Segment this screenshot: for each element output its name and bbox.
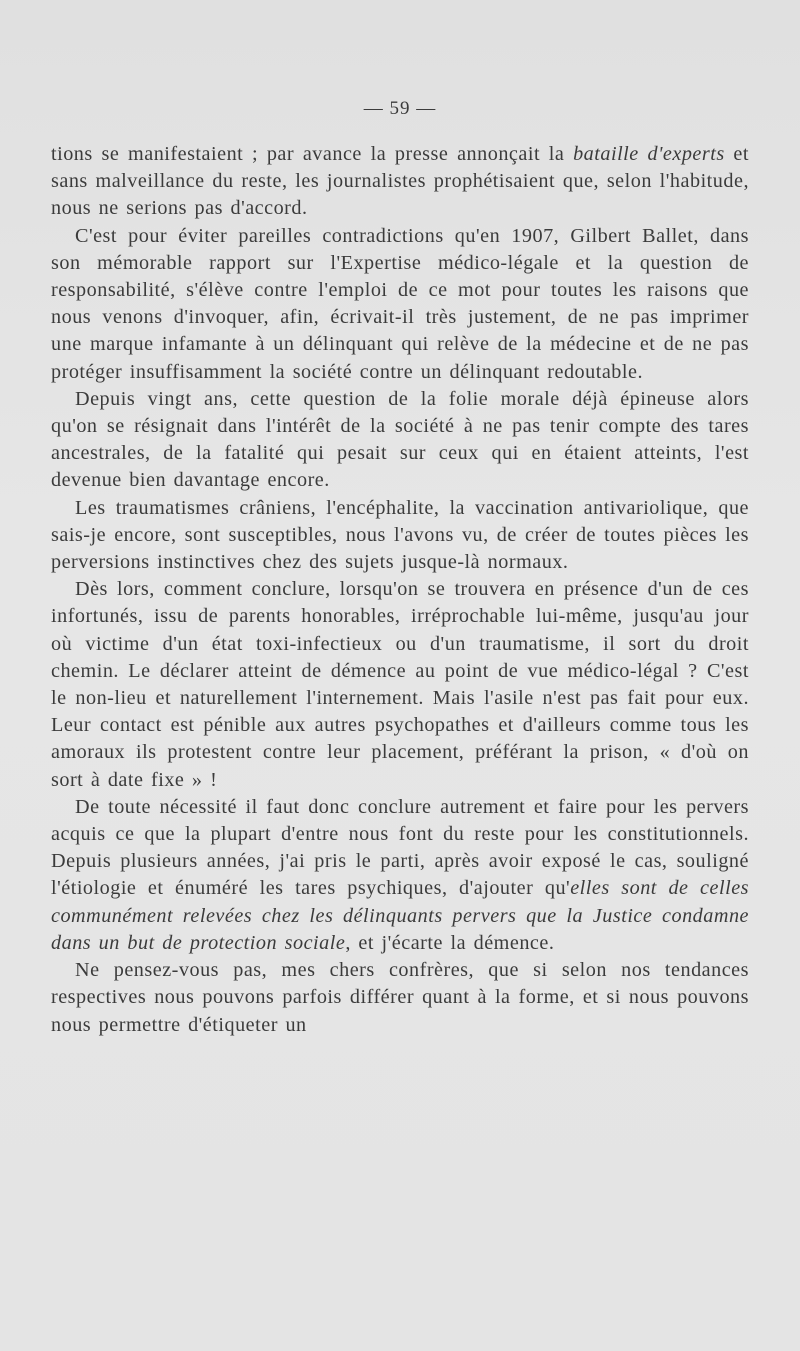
paragraph (51, 495, 749, 577)
text-segment: C'est pour éviter pareilles contradictions qu'en 1907, Gilbert Ballet, dans son mémorable rapport sur l'Expertise médico-légale et la question de responsabilité, s'élève contre l'emploi de ce mot pour toutes les raisons que nous venons d'invoquer, afin, écrivait-il très justement, de ne pas imprimer une marque infamante à un délinquant qui relève de la médecine et de ne pas protéger insuffisamment la société contre un délinquant redoutable. (51, 224, 749, 383)
text-segment: tions se manifestaient ; par avance la presse annonçait la (51, 143, 574, 165)
paragraph (51, 957, 749, 1039)
text-segment: Depuis vingt ans, cette question de la folie morale déjà épineuse alors qu'on se résignait dans l'intérêt de la société à ne pas tenir compte des tares ancestrales, de la fatalité qui pesait sur ceux qui en étaient atteints, l'est devenue bien davantage encore. (51, 387, 749, 492)
paragraph (51, 141, 749, 223)
italic-segment: elles sont de celles communément relevées chez les délinquants pervers que la Justice condamne dans un but de protection sociale (51, 877, 750, 954)
body-text (51, 141, 749, 1039)
text-segment: De toute nécessité il faut donc conclure autrement et faire pour les pervers acquis ce que la plupart d'entre nous font du reste pour les constitutionnels. Depuis plusieurs années, j'ai pris le parti, après avoir exposé le cas, souligné l'étiologie et énuméré les tares psychiques, d'ajouter qu' (51, 795, 749, 900)
paragraph (51, 386, 749, 495)
page-number: — 59 — (363, 98, 437, 119)
text-segment: , et j'écarte la démence. (345, 931, 555, 954)
paragraph (51, 223, 749, 386)
text-segment: Ne pensez-vous pas, mes chers confrères, que si selon nos tendances respectives nous pouvons parfois différer quant à la forme, et si nous pouvons nous permettre d'étiqueter un (51, 959, 749, 1036)
paragraph (51, 794, 749, 957)
italic-segment: bataille d'experts (573, 143, 725, 165)
paragraph (51, 576, 749, 794)
text-segment: et sans malveillance du reste, les journalistes prophétisaient que, selon l'habitude, nous ne serions pas d'accord. (51, 143, 749, 220)
text-segment: Les traumatismes crâniens, l'encéphalite, la vaccination antivariolique, que sais-je encore, sont susceptibles, nous l'avons vu, de créer de toutes pièces les perversions instinctives chez des sujets jusque-là normaux. (51, 496, 749, 574)
text-segment: Dès lors, comment conclure, lorsqu'on se trouvera en présence d'un de ces infortunés, issu de parents honorables, irréprochable lui-même, jusqu'au jour où victime d'un état toxi-infectieux ou d'un traumatisme, il sort du droit chemin. Le déclarer atteint de démence au point de vue médico-légal ? C'est le non-lieu et naturellement l'internement. Mais l'asile n'est pas fait pour eux. Leur contact est pénible aux autres psychopathes et d'ailleurs comme tous les amoraux ils protestent contre leur placement, préférant la prison, « d'où on sort à date fixe » ! (51, 578, 749, 791)
